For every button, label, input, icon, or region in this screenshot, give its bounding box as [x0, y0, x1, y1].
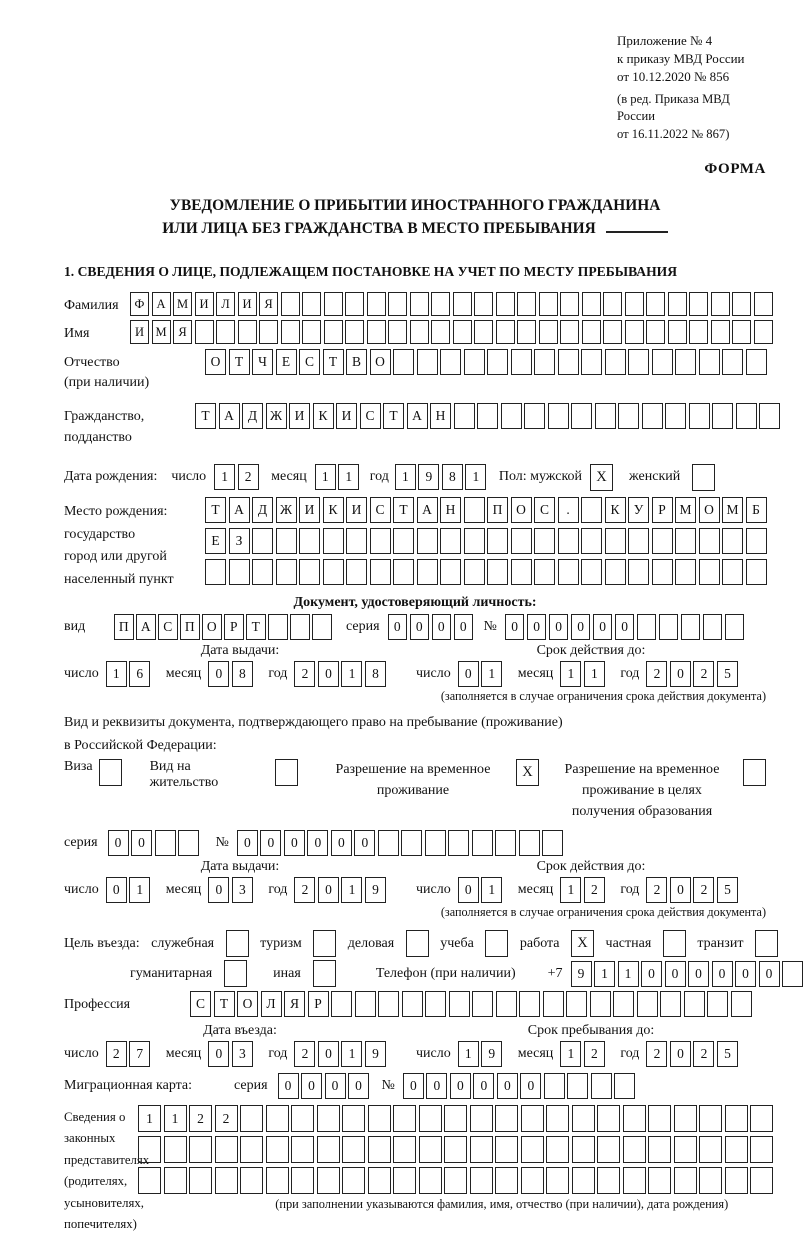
- entry-year: 2 0 1 9: [294, 1041, 388, 1067]
- identity-issue-day: 1 6: [106, 661, 153, 687]
- profession-row: [64, 991, 766, 1017]
- citizenship-row: [64, 403, 766, 448]
- stay-until-group: [416, 1041, 766, 1067]
- checkbox-purpose-tourism: [313, 930, 336, 957]
- identity-doc-row: [64, 614, 766, 640]
- year-label: год: [620, 882, 640, 897]
- identity-number-cells: 0 0 0 0 0 0: [505, 614, 747, 640]
- checkbox-purpose-official: [226, 930, 249, 957]
- checkbox-purpose-study: [485, 930, 508, 957]
- purpose-tourism-label: туризм: [260, 935, 302, 951]
- migration-seriya-cells: 0 0 0 0: [278, 1073, 372, 1099]
- year-label: год: [620, 665, 640, 681]
- year-label: год: [369, 469, 389, 485]
- year-label: год: [620, 1046, 640, 1061]
- number-label: №: [381, 1078, 395, 1093]
- identity-expiry-group: [416, 661, 766, 687]
- purpose-other-label: иная: [273, 965, 301, 981]
- purpose-private-label: частная: [605, 935, 652, 951]
- purpose-study-label: учеба: [440, 935, 474, 951]
- residence-expiry-group: [416, 877, 766, 903]
- migration-card-row: [64, 1073, 766, 1099]
- purpose-label: Цель въезда:: [64, 935, 140, 951]
- patronymic-cells: О Т Ч Е С Т В О: [205, 349, 769, 375]
- representatives-row: [64, 1105, 766, 1236]
- checkbox-residence-permit: [275, 759, 298, 786]
- entry-date-col: [64, 1023, 416, 1067]
- migration-number-cells: 0 0 0 0 0 0: [403, 1073, 638, 1099]
- representatives-caption: (при заполнении указываются фамилия, имя, отчество (при наличии), дата рождения): [275, 1197, 729, 1211]
- representatives-cells-3: [138, 1167, 776, 1194]
- issue-heading: Дата выдачи:: [200, 859, 280, 874]
- birth-place-label: Место рождения: государство город или другой населенный пункт: [64, 503, 174, 587]
- residence-number-cells: 0 0 0 0 0 0: [237, 830, 566, 856]
- entry-date-group: [64, 1041, 416, 1067]
- purpose-transit-label: транзит: [697, 935, 744, 951]
- checkbox-temp-residence: X: [516, 759, 539, 786]
- residence-issue-day: 0 1: [106, 877, 153, 903]
- page-title: [64, 194, 766, 240]
- identity-issue-year: 2 0 1 8: [294, 661, 388, 687]
- restriction-note: (заполняется в случае ограничения срока действия документа): [440, 905, 766, 919]
- residence-issue-year: 2 0 1 9: [294, 877, 388, 903]
- representatives-label: Сведения о законных представителях (родителях, усыновителях, попечителях): [64, 1110, 150, 1232]
- issue-heading: Дата выдачи:: [200, 642, 280, 658]
- residence-doc-line1: Вид и реквизиты документа, подтверждающего право на пребывание (проживание): [64, 714, 563, 730]
- forma-label: ФОРМА: [704, 160, 766, 177]
- annex-line: к приказу МВД России: [617, 50, 745, 66]
- citizenship-label: Гражданство, подданство: [64, 409, 145, 445]
- annex-note-line: (в ред. Приказа МВД России: [617, 91, 730, 124]
- residence-issue-group: [64, 877, 416, 903]
- year-label: год: [268, 882, 288, 897]
- month-label: месяц: [517, 882, 554, 897]
- section-1-heading: 1. СВЕДЕНИЯ О ЛИЦЕ, ПОДЛЕЖАЩЕМ ПОСТАНОВКЕ НА УЧЕТ ПО МЕСТУ ПРЕБЫВАНИЯ: [64, 264, 678, 280]
- checkbox-temp-residence-edu: [743, 759, 766, 786]
- entry-day: 2 7: [106, 1041, 153, 1067]
- residence-expiry-day: 0 1: [458, 877, 505, 903]
- purpose-row-2: [130, 960, 773, 987]
- entry-month: 0 3: [208, 1041, 255, 1067]
- purpose-humanitarian-label: гуманитарная: [130, 965, 213, 981]
- name-label: Имя: [64, 326, 90, 342]
- residence-expiry-col: [416, 859, 766, 903]
- title-line-1: УВЕДОМЛЕНИЕ О ПРИБЫТИИ ИНОСТРАННОГО ГРАЖДАНИНА: [169, 196, 661, 214]
- option-residence-permit-label: Вид на жительство: [149, 759, 219, 790]
- name-cells: И М Я: [130, 320, 775, 344]
- stay-until-col: [416, 1023, 766, 1067]
- option-temp-residence-edu-label: Разрешение на временное проживание в целях получения образования: [564, 762, 720, 819]
- residence-issue-month: 0 3: [208, 877, 255, 903]
- day-label: число: [64, 882, 99, 897]
- identity-vid-cells: П А С П О Р Т: [114, 614, 334, 640]
- day-label: число: [171, 469, 207, 485]
- entry-dates: [64, 1023, 766, 1067]
- name-row: [64, 320, 766, 344]
- stay-year: 2 0 2 5: [646, 1041, 740, 1067]
- seriya-label: серия: [64, 835, 98, 850]
- profession-label: Профессия: [64, 997, 131, 1012]
- birth-place-cells-2: Е З: [205, 528, 769, 554]
- surname-cells: Ф А М И Л И Я: [130, 292, 775, 316]
- option-temp-residence-label: Разрешение на временное проживание: [335, 762, 491, 798]
- residence-seriya-cells: 0 0: [108, 830, 202, 856]
- residence-expiry-month: 1 2: [560, 877, 607, 903]
- phone-prefix: +7: [547, 965, 563, 981]
- sex-female-label: женский: [629, 469, 681, 485]
- seriya-label: серия: [346, 618, 380, 634]
- identity-seriya-cells: 0 0 0 0: [388, 614, 476, 640]
- profession-cells: С Т О Л Я Р: [190, 991, 754, 1017]
- identity-issue-col: [64, 643, 416, 687]
- birth-date-label: Дата рождения:: [64, 469, 158, 485]
- month-label: месяц: [517, 1046, 554, 1061]
- checkbox-purpose-other: [313, 960, 336, 987]
- representatives-cells-2: [138, 1136, 776, 1163]
- stay-until-heading: Срок пребывания до:: [527, 1023, 655, 1038]
- birth-year-cells: 1 9 8 1: [395, 464, 489, 490]
- annex-block: [617, 32, 766, 86]
- restriction-note: (заполняется в случае ограничения срока действия документа): [440, 688, 766, 703]
- birth-day-cells: 1 2: [214, 464, 261, 490]
- checkbox-sex-male: X: [590, 464, 613, 491]
- validity-heading: Срок действия до:: [536, 642, 646, 658]
- identity-expiry-day: 0 1: [458, 661, 505, 687]
- title-line-2: ИЛИ ЛИЦА БЕЗ ГРАЖДАНСТВА В МЕСТО ПРЕБЫВАНИЯ: [64, 217, 766, 240]
- checkbox-purpose-business: [406, 930, 429, 957]
- year-label: год: [268, 665, 288, 681]
- birth-place-grid: [205, 497, 769, 585]
- checkbox-visa: [99, 759, 122, 786]
- residence-expiry-year: 2 0 2 5: [646, 877, 740, 903]
- residence-options-row: [64, 759, 766, 822]
- identity-expiry-year: 2 0 2 5: [646, 661, 740, 687]
- surname-label: Фамилия: [64, 298, 119, 314]
- representatives-cells-1: 1 1 2 2: [138, 1105, 776, 1132]
- identity-issue-month: 0 8: [208, 661, 255, 687]
- identity-expiry-col: [416, 643, 766, 687]
- migration-card-label: Миграционная карта:: [64, 1078, 193, 1093]
- birth-place-cells-3: [205, 559, 769, 585]
- phone-label: Телефон (при наличии): [375, 965, 516, 981]
- birth-date-row: [64, 464, 766, 491]
- day-label: число: [416, 1046, 451, 1061]
- identity-dates: [64, 643, 766, 687]
- month-label: месяц: [165, 1046, 202, 1061]
- checkbox-sex-female: [692, 464, 715, 491]
- vid-label: вид: [64, 618, 86, 634]
- seriya-label: серия: [234, 1078, 268, 1093]
- month-label: месяц: [165, 665, 202, 681]
- patronymic-label: Отчество (при наличии): [64, 354, 150, 391]
- annex-note-block: [617, 91, 766, 143]
- option-visa-label: Виза: [64, 759, 93, 774]
- representatives-grid: [138, 1105, 776, 1212]
- patronymic-row: [64, 349, 766, 394]
- purpose-row-1: [64, 930, 778, 957]
- birth-place-cells-1: Т А Д Ж И К И С Т А Н П О С . К У Р М О М Б: [205, 497, 769, 523]
- day-label: число: [64, 665, 99, 681]
- number-label: №: [215, 835, 229, 850]
- month-label: месяц: [165, 882, 202, 897]
- annex-line: от 10.12.2020 № 856: [617, 68, 730, 84]
- annex-note-line: от 16.11.2022 № 867): [617, 126, 730, 141]
- residence-issue-col: [64, 859, 416, 903]
- residence-serial-row: [64, 830, 766, 856]
- surname-row: [64, 292, 766, 316]
- identity-issue-group: [64, 661, 416, 687]
- birth-month-cells: 1 1: [315, 464, 362, 490]
- entry-date-heading: Дата въезда:: [203, 1023, 277, 1038]
- day-label: число: [64, 1046, 99, 1061]
- residence-doc-line2: в Российской Федерации:: [64, 738, 217, 754]
- validity-heading: Срок действия до:: [536, 859, 646, 874]
- citizenship-cells: Т А Д Ж И К И С Т А Н: [195, 403, 783, 429]
- day-label: число: [416, 665, 451, 681]
- number-label: №: [483, 618, 497, 634]
- residence-dates: [64, 859, 766, 903]
- year-label: год: [268, 1046, 288, 1061]
- annex-line: Приложение № 4: [617, 33, 713, 48]
- title-underline: [606, 231, 668, 233]
- identity-expiry-month: 1 1: [560, 661, 607, 687]
- identity-doc-heading: Документ, удостоверяющий личность:: [293, 594, 537, 610]
- checkbox-purpose-humanitarian: [224, 960, 247, 987]
- month-label: месяц: [517, 665, 554, 681]
- month-label: месяц: [271, 469, 307, 485]
- day-label: число: [416, 882, 451, 897]
- checkbox-purpose-work: X: [571, 930, 594, 957]
- birth-place-row: [64, 497, 766, 592]
- phone-cells: 9 1 1 0 0 0 0 0 0: [571, 961, 806, 987]
- checkbox-purpose-private: [663, 930, 686, 957]
- purpose-work-label: работа: [519, 935, 560, 951]
- stay-month: 1 2: [560, 1041, 607, 1067]
- stay-day: 1 9: [458, 1041, 505, 1067]
- purpose-business-label: деловая: [347, 935, 395, 951]
- sex-male-label: Пол: мужской: [498, 469, 583, 485]
- checkbox-purpose-transit: [755, 930, 778, 957]
- purpose-official-label: служебная: [151, 935, 215, 951]
